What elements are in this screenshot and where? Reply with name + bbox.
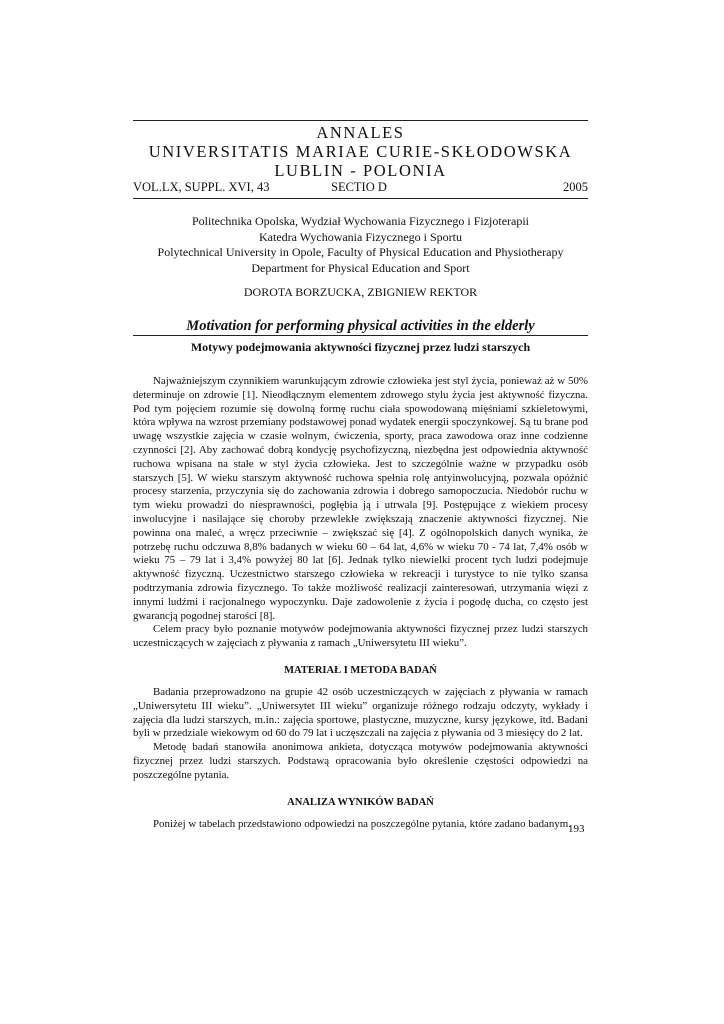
journal-year: 2005 bbox=[563, 180, 588, 194]
authors: DOROTA BORZUCKA, ZBIGNIEW REKTOR bbox=[243, 285, 478, 299]
affiliation-line4: Department for Physical Education and Sport bbox=[251, 260, 470, 275]
title-polish: Motywy podejmowania aktywności fizycznej przez ludzi starszych bbox=[190, 340, 531, 354]
journal-header bbox=[133, 123, 588, 180]
affiliation-line2: Katedra Wychowania Fizycznego i Sportu bbox=[259, 229, 462, 244]
title-english: Motivation for performing physical activities in the elderly bbox=[186, 318, 535, 334]
header-bottom-rule bbox=[133, 198, 588, 199]
page-number: 193 bbox=[568, 823, 585, 835]
journal-volume: VOL.LX, SUPPL. XVI, 43 bbox=[133, 180, 270, 194]
paper-page bbox=[133, 0, 588, 831]
intro-paragraph-1: Najważniejszym czynnikiem warunkującym zdrowie człowieka jest styl życia, ponieważ aż w 50% determinuje on zdrowie [1]. Nieodłącznym elementem zdrowego stylu życia jest aktywność fizyczna. Pod tym pojęciem rozumie się dowolną formę ruchu ciała spowodowaną mięśniami szkieletowymi, która wpływa na wzrost przemiany podstawowej ponad wydatek energii spoczynkowej. Są tu brane pod uwagę wszystkie zajęcia w czasie wolnym, ćwiczenia, sporty, praca zawodowa oraz inne codzienne czynności [2]. Aby zachować dobrą kondycję psychofizyczną, niezbędna jest odpowiednia aktywność ruchowa wpisana na stałe w styl życia człowieka. Jest to szczególnie ważne w przypadku osób starszych [5]. W wieku starszym aktywność ruchowa spełnia rolę antyinwolucyjną, pozwala opóźnić procesy starzenia, przyczynia się do zachowania zdrowia i dobrego samopoczucia. Niedobór ruchu w tym wieku prowadzi do niesprawności, pogłębia ją i utrwala [9]. Postępujące z wiekiem procesy inwolucyjne i nasilające się choroby przewlekłe zwiększają znaczenie aktywności fizycznej. Nie powinna ona maleć, a wręcz przeciwnie – zwiększać się [4]. Z ogólnopolskich danych wynika, że potrzebę ruchu odczuwa 8,8% badanych w wieku 60 – 64 lat, 4,6% w wieku 70 - 74 lat, 7,4% osób w wieku 75 – 79 lat i 3,4% powyżej 80 lat [6]. Jednak tylko niewielki procent tych ludzi podejmuje aktywność fizyczną. Uczestnictwo starszego człowieka w rekreacji i turystyce to nie tylko szansa podtrzymania zdrowia fizycznego. To także możliwość realizacji zainteresowań, utrzymania więzi z innymi ludźmi i racjonalnego wypoczynku. Daje zadowolenie z życia i pogodę ducha, co często jest gwarancją pogodnej starości [8]. bbox=[133, 375, 588, 622]
journal-name-line3: LUBLIN - POLONIA bbox=[274, 161, 447, 180]
title-rule bbox=[133, 335, 588, 336]
journal-name-line1: ANNALES bbox=[316, 123, 405, 142]
methods-paragraph-2: Metodę badań stanowiła anonimowa ankieta, dotycząca motywów podejmowania aktywności fizycznej przez ludzi starszych. Podstawą opracowania było określenie częstości odpowiedzi na poszczególne pytania. bbox=[133, 741, 588, 781]
journal-section: SECTIO D bbox=[331, 180, 387, 194]
results-paragraph-1: Poniżej w tabelach przedstawiono odpowiedzi na poszczególne pytania, które zadano badanym. bbox=[153, 817, 571, 830]
methods-paragraph-1: Badania przeprowadzono na grupie 42 osób uczestniczących w zajęciach z pływania w ramach „Uniwersytetu III wieku”. „Uniwersytet III wieku” organizuje różnego rodzaju odczyty, wykłady i zajęcia dla ludzi starszych, m.in.: zajęcia sportowe, plastyczne, muzyczne, kursy językowe, itd. Badani byli w przedziale wiekowym od 60 do 79 lat i uczęszczali na zajęcia z pływania od 3 miesięcy do 2 lat. bbox=[133, 685, 588, 740]
section-heading-results: ANALIZA WYNIKÓW BADAŃ bbox=[287, 796, 434, 808]
journal-volume-line bbox=[133, 180, 588, 195]
affiliation-line1: Politechnika Opolska, Wydział Wychowania Fizycznego i Fizjoterapii bbox=[191, 214, 530, 228]
intro-paragraph-2: Celem pracy było poznanie motywów podejmowania aktywności fizycznej przez ludzi starszych uczestniczących w zajęciach z pływania z ramach „Uniwersytetu III wieku”. bbox=[133, 623, 588, 650]
section-heading-methods: MATERIAŁ I METODA BADAŃ bbox=[284, 664, 437, 676]
journal-name-line2: UNIVERSITATIS MARIAE CURIE-SKŁODOWSKA bbox=[148, 142, 573, 161]
header-top-rule bbox=[133, 120, 588, 121]
affiliation-line3: Polytechnical University in Opole, Faculty of Physical Education and Physiotherapy bbox=[157, 245, 564, 259]
affiliation-block bbox=[133, 214, 588, 276]
